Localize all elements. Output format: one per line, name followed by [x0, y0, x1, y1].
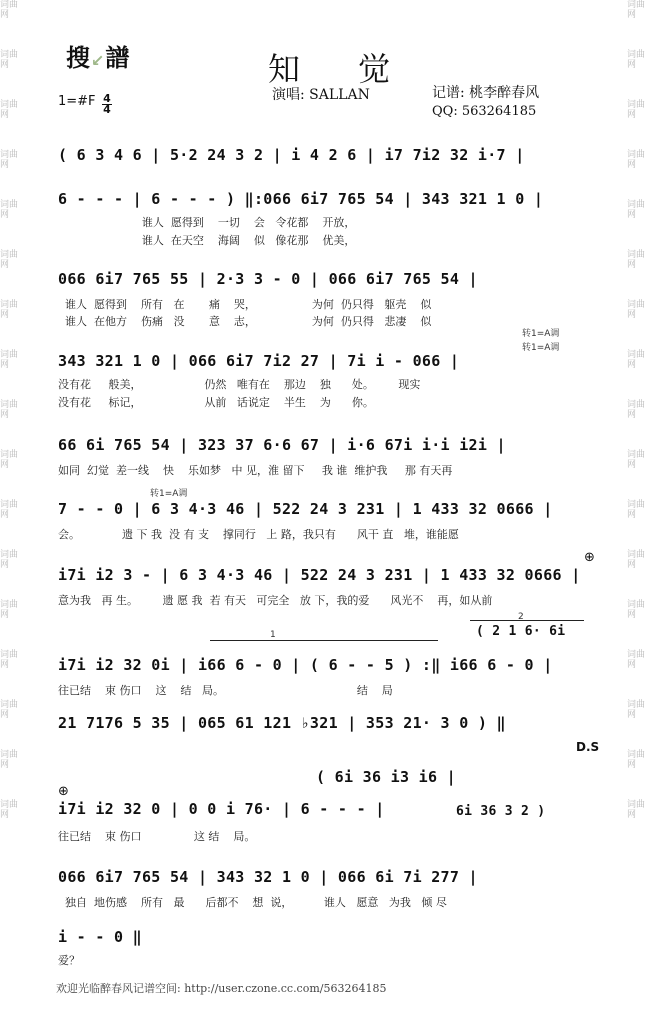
lyric-line-10: 往已结 束 伤口 这 结 局。 [58, 830, 256, 843]
watermark-text: 词曲网 [627, 250, 645, 270]
footer-text: 欢迎光临醉春风记谱空间: http://user.czone.cc.com/563264185 [56, 982, 387, 995]
lyric-line-8: 往已结 束 伤口 这 结 局。 结 局 [58, 684, 393, 697]
score-line-5: 66 6i 765 54 | 323 37 6·6 67 | i·6 67i i·i i2i | [58, 436, 506, 454]
lyric-line-7: 意为我 再 生。 遗 愿 我 若 有天 可完全 放 下，我的爱 风光不 再，如从前 [58, 594, 493, 607]
watermark-text: 词曲网 [0, 750, 19, 770]
meter-top: 4 [103, 92, 111, 105]
watermark-text: 词曲网 [0, 100, 19, 120]
watermark-text: 词曲网 [0, 250, 19, 270]
watermark-text: 词曲网 [0, 350, 19, 370]
lyric-line-4a: 没有花 般美， 仍然 唯有在 那边 独 处。 现实 [58, 378, 421, 391]
lyric-line-2b: 谁人 在天空 海阔 似 像花那 优美， [58, 234, 356, 247]
watermark-text: 词曲网 [627, 500, 645, 520]
key-change-note: 转1=A调 [522, 343, 560, 353]
watermark-text: 词曲网 [627, 750, 645, 770]
site-logo [66, 38, 130, 73]
watermark-text: 词曲网 [627, 100, 645, 120]
watermark-text: 词曲网 [0, 550, 19, 570]
score-line-1: ( 6 3 4 6 | 5·2 24 3 2 | i 4 2 6 | i7 7i2 32 i·7 | [58, 146, 525, 164]
watermark-text: 词曲网 [627, 450, 645, 470]
score-line-11: 066 6i7 765 54 | 343 32 1 0 | 066 6i 7i 277 | [58, 868, 478, 886]
lyric-line-4b: 没有花 标记， 从前 话说定 半生 为 你。 [58, 396, 374, 409]
volta-label-1: 1 [270, 630, 276, 640]
key-signature: 1=#F [58, 94, 96, 109]
watermark-text: 词曲网 [627, 300, 645, 320]
watermark-text: 词曲网 [0, 150, 19, 170]
coda-sign-icon: ⊕ [584, 550, 595, 565]
score-line-6: 7 - - 0 | 6 3 4·3 46 | 522 24 3 231 | 1 433 32 0666 | [58, 500, 553, 518]
qq-contact: QQ: 563264185 [432, 104, 537, 119]
score-line-8: i7i i2 32 0i | i66 6 - 0 | ( 6 - - 5 ) :‖ i66 6 - 0 | [58, 656, 553, 674]
score-line-12: i - - 0 ‖ [58, 928, 142, 946]
watermark-text: 词曲网 [627, 200, 645, 220]
meter-bottom: 4 [103, 103, 111, 116]
watermark-text: 词曲网 [0, 300, 19, 320]
watermark-text: 词曲网 [627, 0, 645, 20]
lyric-line-2a: 谁人 愿得到 一切 会 令花都 开放， [58, 216, 356, 229]
watermark-text: 词曲网 [627, 700, 645, 720]
score-line-4: 343 321 1 0 | 066 6i7 7i2 27 | 7i i - 066 | [58, 352, 460, 370]
left-watermark [0, 0, 18, 1032]
lyric-line-6: 会。 遗 下 我 没 有 支 撑同行 上 路，我只有 风干 直 堆，谁能愿 [58, 528, 459, 541]
recorder-credit: 记谱: 桃李醉春风 [432, 85, 540, 101]
logo-char-1: 搜 [66, 44, 91, 72]
lyric-line-3b: 谁人 在他方 伤痛 没 意 志， 为何 仍只得 悲凄 似 [58, 315, 432, 328]
volta-label-2: 2 [518, 612, 524, 622]
lyric-line-11: 独自 地伤感 所有 最 后都不 想 说， 谁人 愿意 为我 倾 尽 [58, 896, 447, 909]
watermark-text: 词曲网 [627, 800, 645, 820]
watermark-text: 词曲网 [627, 350, 645, 370]
lyric-line-5: 如同 幻觉 差一线 快 乐如梦 中 见，淮 留下 我 谁 维护我 那 有天再 [58, 464, 453, 477]
coda-sign-icon: ⊕ [58, 784, 69, 799]
coda-bracket: ( 6i 36 i3 i6 | [316, 768, 456, 786]
watermark-text: 词曲网 [0, 700, 19, 720]
right-watermark [627, 0, 645, 1032]
score-line-2: 6 - - - | 6 - - - ) ‖:066 6i7 765 54 | 343 321 1 0 | [58, 190, 544, 208]
ds-marking: D.S [576, 740, 600, 754]
score-line-9: 21 7176 5 35 | 065 61 121 ♭321 | 353 21· 3 0 ) ‖ [58, 714, 506, 732]
logo-char-2: 譜 [105, 44, 131, 72]
song-title: 知 觉 [268, 50, 415, 88]
coda-ending: 6i 36 3 2 ) [456, 804, 546, 819]
watermark-text: 词曲网 [627, 400, 645, 420]
leaf-icon: ↙ [91, 51, 106, 70]
lyric-line-12: 爱？ [58, 954, 80, 967]
score-line-10: i7i i2 32 0 | 0 0 i 76· | 6 - - - | [58, 800, 385, 818]
singer-credit: 演唱: SALLAN [272, 87, 370, 103]
watermark-text: 词曲网 [627, 600, 645, 620]
watermark-text: 词曲网 [0, 50, 19, 70]
key-change-note: 转1=A调 [150, 489, 188, 499]
watermark-text: 词曲网 [0, 450, 19, 470]
time-signature [102, 94, 112, 115]
watermark-text: 词曲网 [627, 50, 645, 70]
score-line-7: i7i i2 3 - | 6 3 4·3 46 | 522 24 3 231 | 1 433 32 0666 | [58, 566, 581, 584]
watermark-text: 词曲网 [627, 550, 645, 570]
watermark-text: 词曲网 [0, 500, 19, 520]
intro-bracket: ( 2 1 6· 6i [476, 624, 566, 639]
watermark-text: 词曲网 [0, 400, 19, 420]
watermark-text: 词曲网 [0, 650, 19, 670]
score-line-3: 066 6i7 765 55 | 2·3 3 - 0 | 066 6i7 765 54 | [58, 270, 478, 288]
watermark-text: 词曲网 [627, 650, 645, 670]
lyric-line-3a: 谁人 愿得到 所有 在 痛 哭， 为何 仍只得 躯壳 似 [58, 298, 432, 311]
watermark-text: 词曲网 [0, 0, 19, 20]
volta-bracket-1 [210, 640, 438, 649]
watermark-text: 词曲网 [0, 200, 19, 220]
watermark-text: 词曲网 [0, 800, 19, 820]
key-change-note: 转1=A调 [522, 329, 560, 339]
watermark-text: 词曲网 [0, 600, 19, 620]
watermark-text: 词曲网 [627, 150, 645, 170]
